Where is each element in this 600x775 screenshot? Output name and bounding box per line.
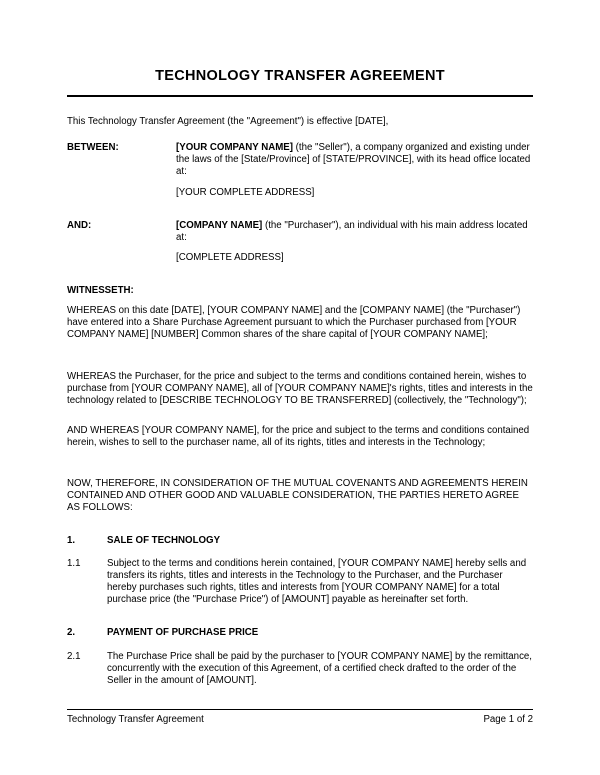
footer-rule — [67, 709, 533, 710]
clause-1-1 — [67, 558, 533, 606]
now-therefore-paragraph: NOW, THEREFORE, IN CONSIDERATION OF THE MUTUAL COVENANTS AND AGREEMENTS HEREIN CONTAINED AND OTHER GOOD AND VALUABLE CONSIDERATION, THE PARTIES HERETO AGREE AS FOLLOWS: — [67, 478, 528, 513]
party-between-text — [176, 142, 533, 178]
party-and — [67, 220, 533, 244]
footer-row — [67, 714, 533, 726]
recital-paragraph-3: AND WHEREAS [YOUR COMPANY NAME], for the price and subject to the terms and conditions contained herein, wishes to sell to the purchaser name, all of its rights, titles and interests in the Technology; — [67, 425, 530, 448]
party-and-description: (the "Purchaser"), an individual with his main address located at: — [176, 220, 528, 243]
section-2-number: 2. — [67, 627, 76, 638]
party-and-address: [COMPLETE ADDRESS] — [176, 252, 284, 263]
recital-paragraph-2: WHEREAS the Purchaser, for the price and subject to the terms and conditions contained herein, wishes to purchase from [YOUR COMPANY NAME], all of [YOUR COMPANY NAME]'s rights, titles and interests in the technology related to [DESCRIBE TECHNOLOGY TO BE TRANSFERRED] (collectively, the "Technology"); — [67, 371, 533, 406]
party-between-label: BETWEEN: — [67, 142, 119, 153]
section-1-title: SALE OF TECHNOLOGY — [107, 535, 221, 546]
party-and-label: AND: — [67, 220, 92, 231]
party-and-text — [176, 220, 533, 244]
party-between-address: [YOUR COMPLETE ADDRESS] — [176, 187, 315, 198]
section-1-number: 1. — [67, 535, 76, 546]
party-between — [67, 142, 533, 178]
clause-1-1-text: Subject to the terms and conditions herein contained, [YOUR COMPANY NAME] hereby sells and transfers its rights, titles and interests in the Technology to the Purchaser, and the Purchaser hereby purchases such rights, titles and interests from [YOUR COMPANY NAME] for a total purchase price (the "Purchase Price") of [AMOUNT] payable as hereinafter set forth. — [107, 558, 527, 605]
party-between-description: (the "Seller"), a company organized and existing under the laws of the [State/Province] of [STATE/PROVINCE], with its head office located at: — [176, 142, 531, 177]
clause-2-1-number: 2.1 — [67, 651, 81, 662]
section-2-title: PAYMENT OF PURCHASE PRICE — [107, 627, 259, 638]
page-footer — [67, 709, 533, 726]
document-title: TECHNOLOGY TRANSFER AGREEMENT — [155, 68, 445, 84]
footer-page-number: Page 1 of 2 — [483, 714, 533, 725]
intro-paragraph: This Technology Transfer Agreement (the "Agreement") is effective [DATE], — [67, 116, 389, 127]
recital-paragraph-1: WHEREAS on this date [DATE], [YOUR COMPANY NAME] and the [COMPANY NAME] (the "Purchaser") have entered into a Share Purchase Agreement pursuant to which the Purchaser purchased from [YOUR COMPANY NAME] [NUMBER] Common shares of the share capital of [YOUR COMPANY NAME]; — [67, 305, 521, 340]
title-rule — [67, 95, 533, 97]
witnesseth-heading: WITNESSETH: — [67, 285, 134, 296]
footer-document-title: Technology Transfer Agreement — [67, 714, 204, 725]
clause-1-1-number: 1.1 — [67, 558, 81, 569]
party-and-name: [COMPANY NAME] — [176, 220, 263, 231]
clause-2-1 — [67, 651, 533, 687]
party-between-name: [YOUR COMPANY NAME] — [176, 142, 293, 153]
clause-2-1-text: The Purchase Price shall be paid by the purchaser to [YOUR COMPANY NAME] by the remittance, concurrently with the execution of this Agreement, of a certified check drafted to the order of the Seller in the amount of [AMOUNT]. — [107, 651, 532, 686]
section-1-heading — [67, 535, 533, 547]
section-2-heading — [67, 627, 533, 639]
